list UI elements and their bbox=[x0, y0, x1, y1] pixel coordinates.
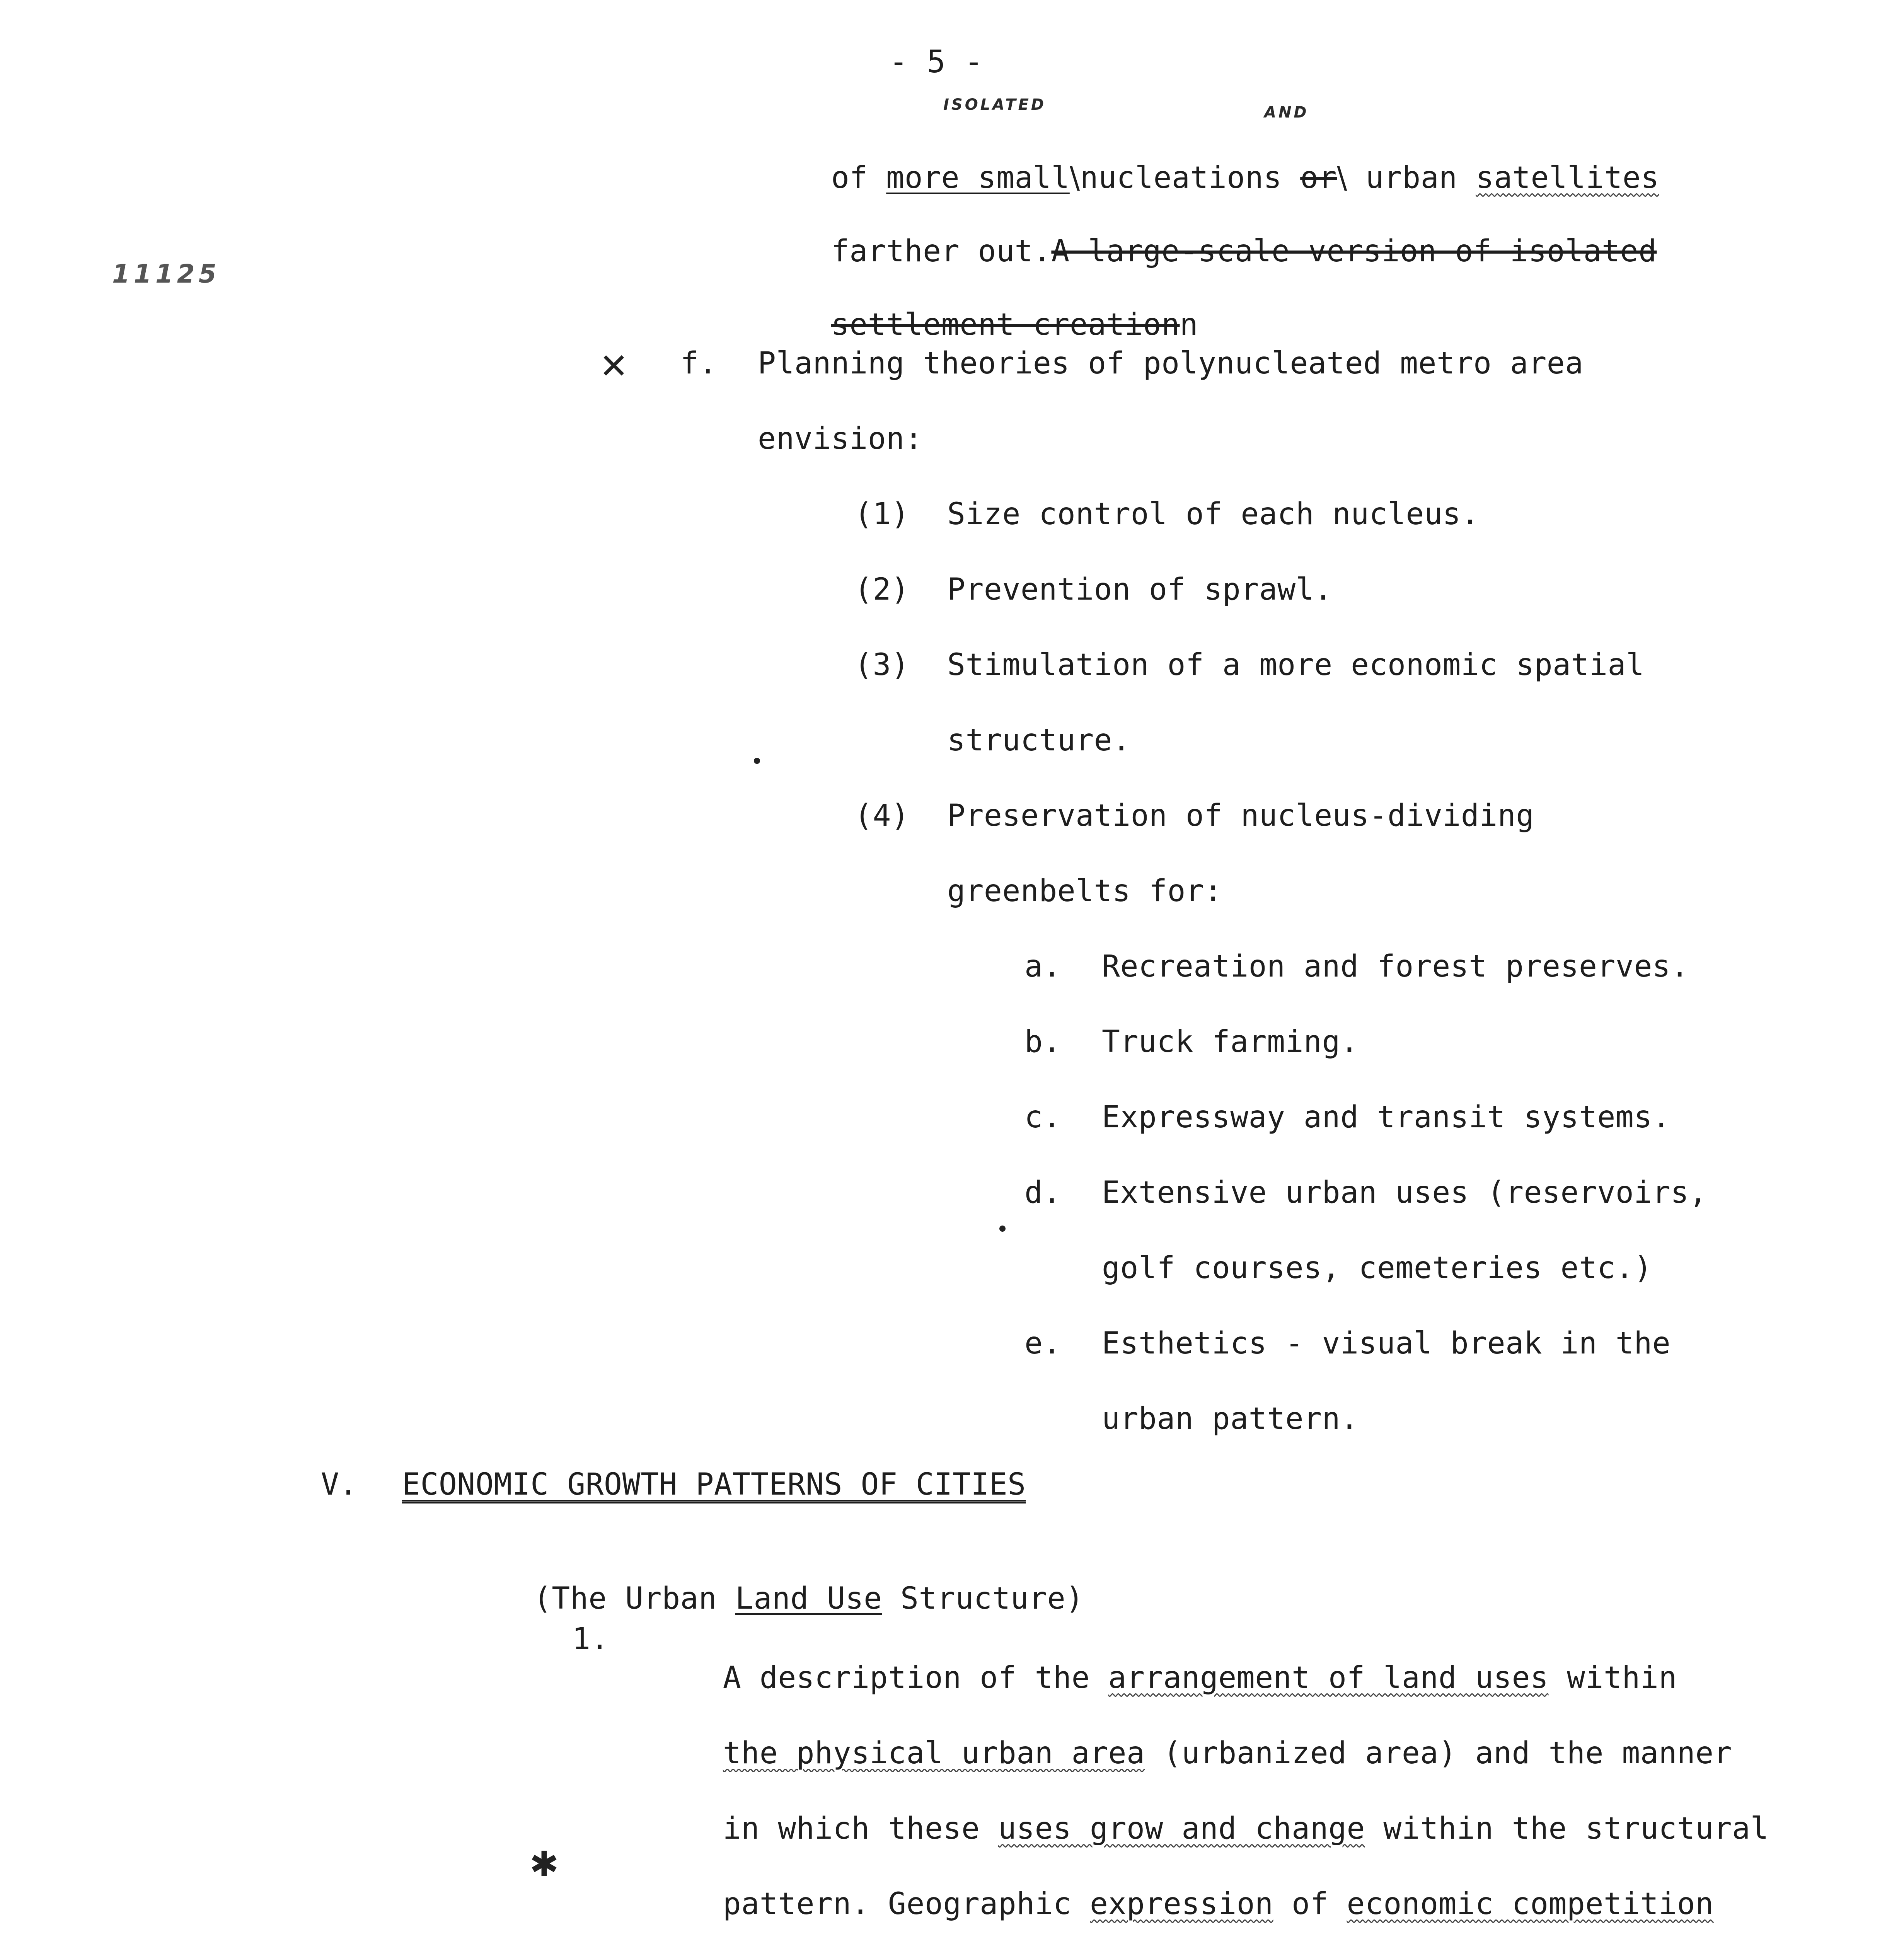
insertion-caret: \ bbox=[1069, 160, 1080, 195]
list-item: Truck farming. bbox=[1102, 1024, 1359, 1059]
underlined-phrase: the physical urban area bbox=[723, 1736, 1145, 1771]
sub-item-text: structure. bbox=[947, 723, 1131, 758]
text: A description of the bbox=[723, 1660, 1108, 1695]
underlined-phrase: uses grow and change bbox=[998, 1811, 1365, 1846]
list-item-continuation: urban pattern. bbox=[1102, 1401, 1359, 1436]
text: (urbanized area) and the manner bbox=[1145, 1736, 1732, 1771]
point-1-line-5 bbox=[649, 1921, 1640, 1933]
section-heading: ECONOMIC GROWTH PATTERNS OF CITIES bbox=[402, 1467, 1026, 1502]
list-letter: d. bbox=[1024, 1175, 1061, 1210]
struck-text: A large-scale version of isolated bbox=[1051, 234, 1657, 269]
star-icon: ✱ bbox=[530, 1844, 559, 1885]
point-number: 1. bbox=[572, 1622, 609, 1657]
ink-dot bbox=[754, 758, 760, 764]
list-item-continuation: golf courses, cemeteries etc.) bbox=[1102, 1251, 1652, 1285]
item-f-line-1: Planning theories of polynucleated metro area bbox=[758, 346, 1584, 381]
list-letter: e. bbox=[1024, 1326, 1061, 1361]
list-item: Extensive urban uses (reservoirs, bbox=[1102, 1175, 1708, 1210]
list-item: Esthetics - visual break in the bbox=[1102, 1326, 1671, 1361]
struck-text: settlement creation bbox=[831, 307, 1180, 342]
text: pattern. Geographic bbox=[723, 1887, 1090, 1921]
item-f-label: f. bbox=[680, 346, 717, 381]
text: within the structural bbox=[1365, 1811, 1769, 1846]
handwritten-and: AND bbox=[1264, 104, 1309, 121]
sub-item-number: (1) bbox=[854, 497, 910, 532]
underlined-phrase: expression bbox=[1090, 1887, 1273, 1921]
list-letter: b. bbox=[1024, 1024, 1061, 1059]
text: nucleations bbox=[1080, 160, 1301, 195]
sub-item-text: Size control of each nucleus. bbox=[947, 497, 1480, 532]
sub-item-text: Preservation of nucleus-dividing bbox=[947, 798, 1534, 833]
margin-note: 11125 bbox=[112, 259, 220, 289]
text: urban bbox=[1347, 160, 1476, 195]
sub-item-text: Prevention of sprawl. bbox=[947, 572, 1333, 607]
text: Structure) bbox=[882, 1581, 1084, 1616]
sub-item-text: Stimulation of a more economic spatial bbox=[947, 648, 1645, 682]
underlined-land-use: Land Use bbox=[735, 1581, 882, 1616]
sub-item-number: (4) bbox=[854, 798, 910, 833]
struck-or: or bbox=[1300, 160, 1337, 195]
sub-item-text: greenbelts for: bbox=[947, 874, 1222, 909]
list-item: Recreation and forest preserves. bbox=[1102, 949, 1689, 984]
section-numeral: V. bbox=[321, 1467, 358, 1502]
insertion-caret: \ bbox=[1337, 160, 1347, 195]
text: in which these bbox=[723, 1811, 998, 1846]
page-number: - 5 - bbox=[889, 44, 984, 80]
list-letter: a. bbox=[1024, 949, 1061, 984]
text: of bbox=[831, 160, 886, 195]
underlined-phrase: economic competition bbox=[1347, 1887, 1714, 1921]
point-1-line-4 bbox=[649, 1846, 1714, 1933]
item-f-line-2: envision: bbox=[758, 421, 923, 456]
list-letter: c. bbox=[1024, 1100, 1061, 1135]
ink-dot bbox=[999, 1226, 1006, 1232]
text: farther out. bbox=[831, 234, 1052, 269]
sub-item-number: (2) bbox=[854, 572, 910, 607]
handwritten-isolated: ISOLATED bbox=[943, 96, 1047, 114]
underlined-more-small: more small bbox=[886, 160, 1070, 195]
sub-item-number: (3) bbox=[854, 648, 910, 682]
text: within bbox=[1548, 1660, 1677, 1695]
text: (The Urban bbox=[533, 1581, 735, 1616]
text: of bbox=[1273, 1887, 1347, 1921]
underlined-satellites: satellites bbox=[1476, 160, 1659, 195]
check-mark-icon: ✕ bbox=[599, 346, 629, 387]
text: n bbox=[1180, 307, 1198, 342]
list-item: Expressway and transit systems. bbox=[1102, 1100, 1671, 1135]
underlined-phrase: arrangement of land uses bbox=[1108, 1660, 1549, 1695]
